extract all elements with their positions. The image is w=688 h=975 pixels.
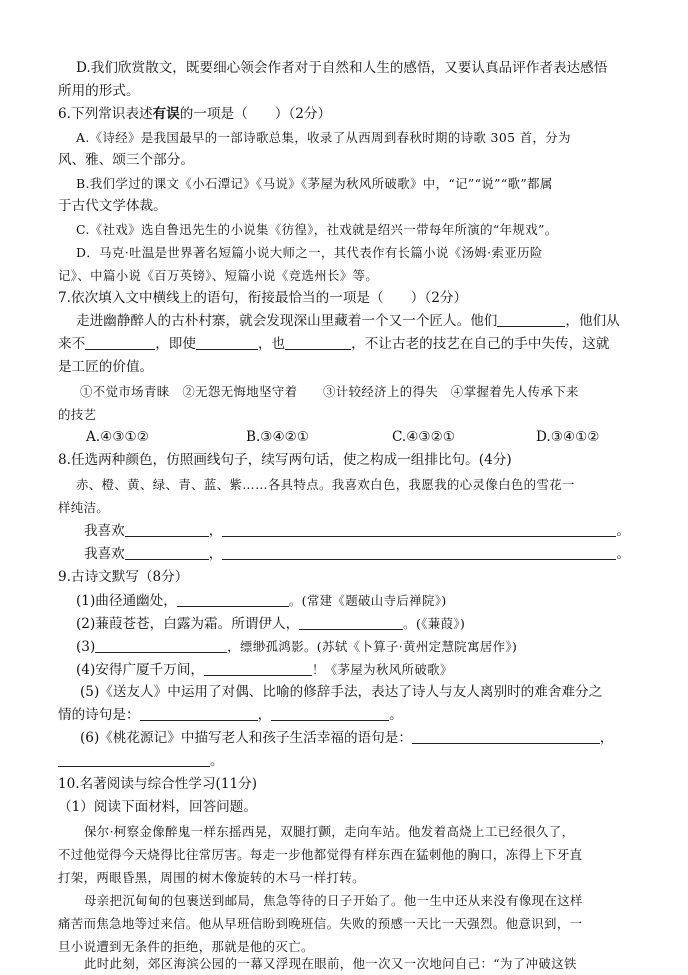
q9-text: 。(常建《题破山寺后禅院》) [288,593,447,608]
q9-text: 。(《蒹葭》) [403,616,466,631]
q7-option-b: B.③④②① [246,429,310,445]
q8-prompt: 我喜欢 [84,523,125,539]
q9-item-6-line1 [80,727,630,750]
q9-comma: ， [257,707,272,723]
q8-period: 。 [616,546,630,562]
q9-text: (1)曲径通幽处， [76,593,177,609]
q9-blank-1[interactable] [177,591,289,607]
q8-example-line2: 样纯洁。 [58,500,110,515]
q10-passage-p1-line1: 保尔·柯察金像醉鬼一样东摇西晃，双腿打颤，走向车站。他发着高烧上工已经很久了， [84,824,575,839]
q9-stem: 9.古诗文默写（8分） [58,569,189,585]
q10-passage-p2-line1: 母亲把沉甸甸的包裹送到邮局，焦急等待的日子开始了。他一生中还从来没有像现在这样 [84,893,583,908]
q7-blank-4 [285,334,351,350]
q9-blank-3[interactable] [95,637,227,653]
q10-passage-p1-line3: 打架，两眼昏黑，周围的树木像旋转的木马一样打转。 [58,870,365,885]
q5-option-d-line1: D.我们欣赏散文，既要细心领会作者对于自然和人生的感悟，又要认真品评作者表达感悟 [76,60,608,76]
q7-text: ，即使 [155,336,196,352]
q6-option-b-line1: B.我们学过的课文《小石潭记》《马说》《茅屋为秋风所破歌》中，“记”“说”“歌”都属 [76,176,553,191]
q9-item-3 [76,635,630,659]
q10-passage-p1-line2: 不过他觉得今天烧得比往常厉害。每走一步他都觉得有样东西在猛刺他的胸口，冻得上下牙直 [58,847,583,862]
q10-stem: 10.名著阅读与综合性学习(11分) [58,776,258,792]
q9-text: ，缥缈孤鸿影。(苏轼《卜算子·黄州定慧院寓居作》) [227,639,518,654]
q9-blank-6a[interactable] [412,728,600,744]
q8-stem: 8.任选两种颜色，仿照画线句子，续写两句话，使之构成一组排比句。(4分) [58,452,512,468]
q7-text: ，不让古老的技艺在自己的手中失传，这就 [351,336,610,352]
q6-stem-prefix: 6.下列常识表述 [58,106,153,122]
q6-option-d-line2: 记》、中篇小说《百万英镑》、短篇小说《竞选州长》等。 [58,268,379,283]
q9-period: 。 [389,707,403,723]
q8-comma: ， [208,546,223,562]
q7-blank-1 [497,311,565,327]
q9-item-1 [76,589,630,613]
q8-answer-blank-1a[interactable] [125,521,209,537]
q9-blank-5b[interactable] [271,705,389,721]
q8-answer-blank-2a[interactable] [125,544,209,560]
q9-item-6-line2 [58,750,630,773]
q9-item-2 [76,612,630,636]
q5-option-d-line2: 所用的形式。 [58,83,140,99]
q6-stem-emphasis: 有误 [152,106,180,122]
q7-text: ，他们从 [565,313,620,329]
q7-text: 来不 [58,336,86,352]
q9-item-5-line2 [58,704,630,727]
q9-item-4 [76,658,630,682]
q8-answer-line2 [84,543,630,566]
q7-blank-3 [196,334,258,350]
q7-passage-line3: 是工匠的价值。 [58,359,154,375]
q9-text: (2)蒹葭苍苍，白露为霜。所谓伊人， [76,616,300,632]
q7-passage-line2 [58,333,630,356]
q10-passage-p2-line3: 旦小说遭到无条件的拒绝，那就是他的灭亡。 [58,939,314,954]
q7-passage-line1 [76,310,630,333]
q9-blank-6b[interactable] [58,751,210,767]
q6-option-b-line2: 于古代文学体裁。 [58,198,167,214]
q9-blank-4[interactable] [204,660,312,676]
q7-items-line2: 的技艺 [58,407,97,422]
q6-option-a-line2: 风、雅、颂三个部分。 [58,152,194,168]
q7-stem: 7.依次填入文中横线上的语句，衔接最恰当的一项是（ ）（2分） [58,290,468,306]
q10-passage-p3-line1: 此时此刻，郊区海滨公园的一幕又浮现在眼前，他一次又一次地问自己：“为了冲破这铁 [84,956,577,971]
q9-text: ！《茅屋为秋风所破歌》 [312,662,453,677]
q8-example-line1: 赤、橙、黄、绿、青、蓝、紫……各具特点。我喜欢白色，我愿我的心灵像白色的雪花一 [76,477,575,492]
q9-blank-2[interactable] [299,614,403,630]
q9-text: (6)《桃花源记》中描写老人和孩子生活幸福的语句是： [80,730,412,746]
q8-prompt: 我喜欢 [84,546,125,562]
q9-blank-5a[interactable] [140,705,258,721]
q6-stem-suffix: 的一项是（ ）（2分） [179,106,332,122]
q8-period: 。 [616,523,630,539]
q6-option-a-line1: A.《诗经》是我国最早的一部诗歌总集，收录了从西周到春秋时期的诗歌 305 首，分为 [76,130,571,145]
q6-option-c: C.《社戏》选自鲁迅先生的小说集《彷徨》，社戏就是绍兴一带每年所演的“年规戏”。 [76,222,558,237]
q9-text: (4)安得广厦千万间， [76,662,205,678]
q8-answer-line1 [84,520,630,543]
q7-text: 走进幽静醉人的古朴村寨，就会发现深山里藏着一个又一个匠人。他们 [76,313,498,329]
q7-option-c: C.④③②① [392,429,455,445]
q7-text: ，也 [257,336,286,352]
q6-stem [58,103,630,126]
q10-passage-p2-line2: 痛苦而焦急地等过来信。他从早班信盼到晚班信。失败的预感一天比一天强烈。他意识到，一 [58,916,583,931]
q8-answer-blank-1b[interactable] [222,521,616,537]
q7-blank-2 [85,334,155,350]
q8-answer-blank-2b[interactable] [222,544,616,560]
q7-option-a: A.④③①② [86,429,149,445]
q7-items-line1: ①不觉市场青睐 ②无怨无悔地坚守着 ③计较经济上的得失 ④掌握着先人传承下来 [80,384,579,399]
q7-option-d: D.③④①② [536,429,600,445]
q9-comma: ， [599,730,614,746]
q10-sub1: （1）阅读下面材料，回答问题。 [58,799,257,815]
q9-text: 情的诗句是： [58,707,140,723]
q6-option-d-line1: D．马克·吐温是世界著名短篇小说大师之一，其代表作有长篇小说《汤姆·索亚历险 [76,245,543,260]
q8-comma: ， [208,523,223,539]
q9-item-5-line1: (5)《送友人》中运用了对偶、比喻的修辞手法，表达了诗人与友人离别时的难舍难分之 [80,684,603,700]
q9-period: 。 [210,753,224,769]
q9-text: (3) [76,639,96,655]
